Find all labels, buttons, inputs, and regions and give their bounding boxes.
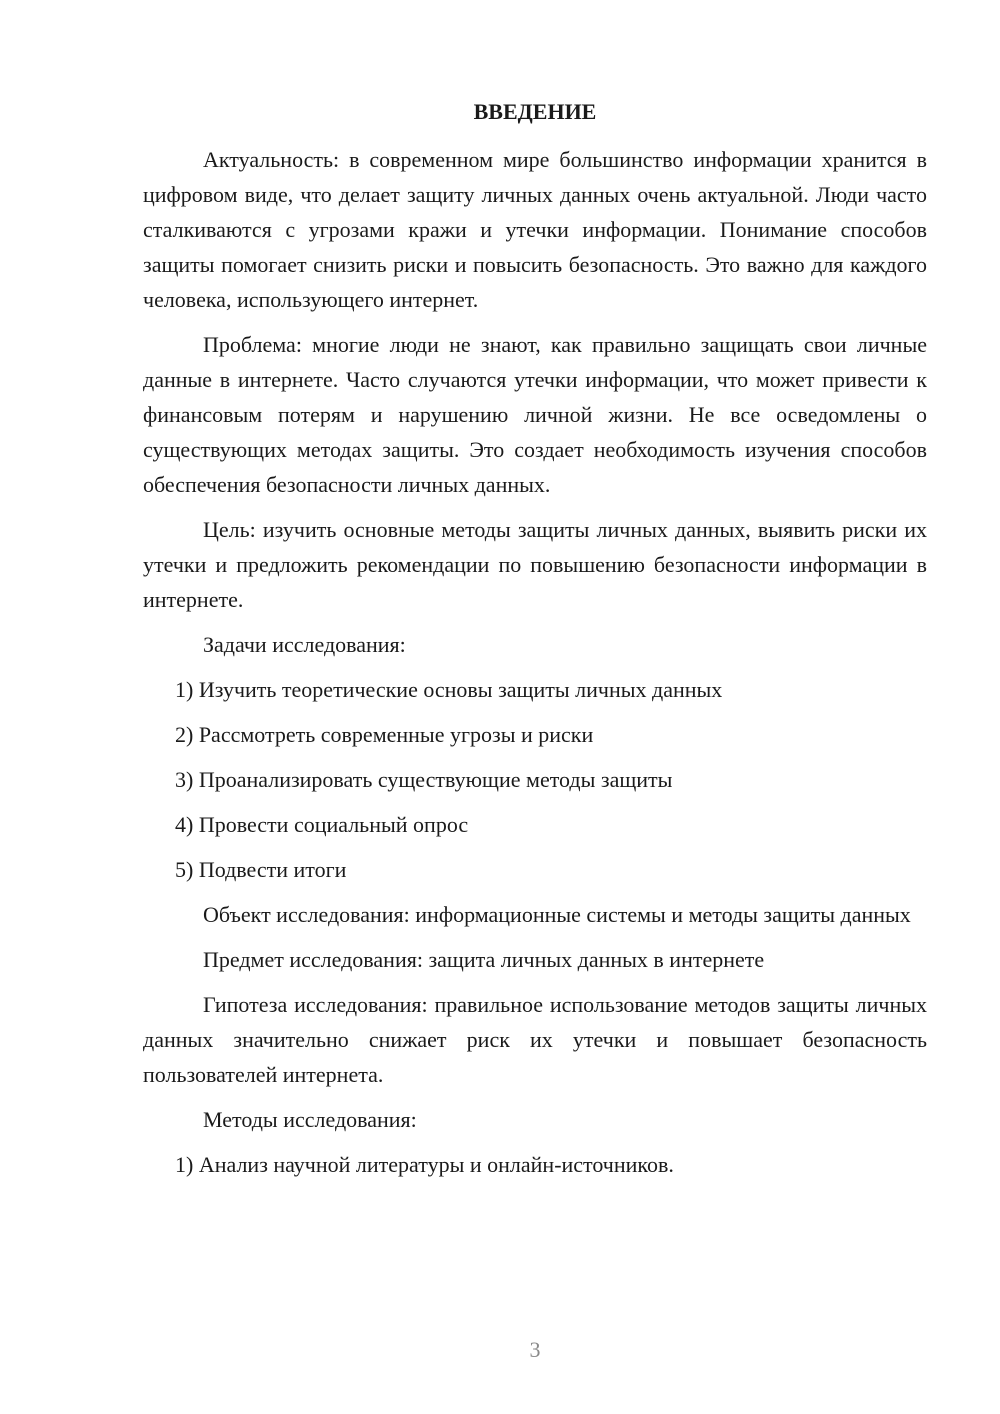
- task-item: 1) Изучить теоретические основы защиты личных данных: [175, 677, 723, 702]
- page-number: 3: [529, 1337, 541, 1362]
- task-item: 4) Провести социальный опрос: [175, 812, 469, 837]
- hypothesis-paragraph: Гипотеза исследования: правильное использование методов защиты личных данных значительно снижает риск их утечки и повышает безопасность пользователей интернета.: [143, 992, 927, 1087]
- problem-paragraph: Проблема: многие люди не знают, как правильно защищать свои личные данные в интернете. Часто случаются утечки информации, что может привести к финансовым потерям и нарушению личной жизни. Не все осведомлены о существующих методах защиты. Это создает необходимость изучения способов обеспечения безопасности личных данных.: [143, 332, 927, 497]
- methods-heading: Методы исследования:: [203, 1107, 417, 1132]
- page-content: [143, 94, 927, 1192]
- task-item: 3) Проанализировать существующие методы защиты: [175, 767, 673, 792]
- relevance-paragraph: Актуальность: в современном мире большинство информации хранится в цифровом виде, что делает защиту личных данных очень актуальной. Люди часто сталкиваются с угрозами кражи и утечки информации. Понимание способов защиты помогает снизить риски и повысить безопасность. Это важно для каждого человека, использующего интернет.: [143, 147, 927, 312]
- subject-paragraph: Предмет исследования: защита личных данных в интернете: [203, 947, 765, 972]
- task-item: 2) Рассмотреть современные угрозы и риски: [175, 722, 594, 747]
- goal-paragraph: Цель: изучить основные методы защиты личных данных, выявить риски их утечки и предложить рекомендации по повышению безопасности информации в интернете.: [143, 517, 927, 612]
- method-item: 1) Анализ научной литературы и онлайн-источников.: [175, 1152, 674, 1177]
- tasks-heading: Задачи исследования:: [203, 632, 406, 657]
- object-paragraph: Объект исследования: информационные системы и методы защиты данных: [203, 902, 911, 927]
- task-item: 5) Подвести итоги: [175, 857, 347, 882]
- section-title: ВВЕДЕНИЕ: [473, 99, 597, 124]
